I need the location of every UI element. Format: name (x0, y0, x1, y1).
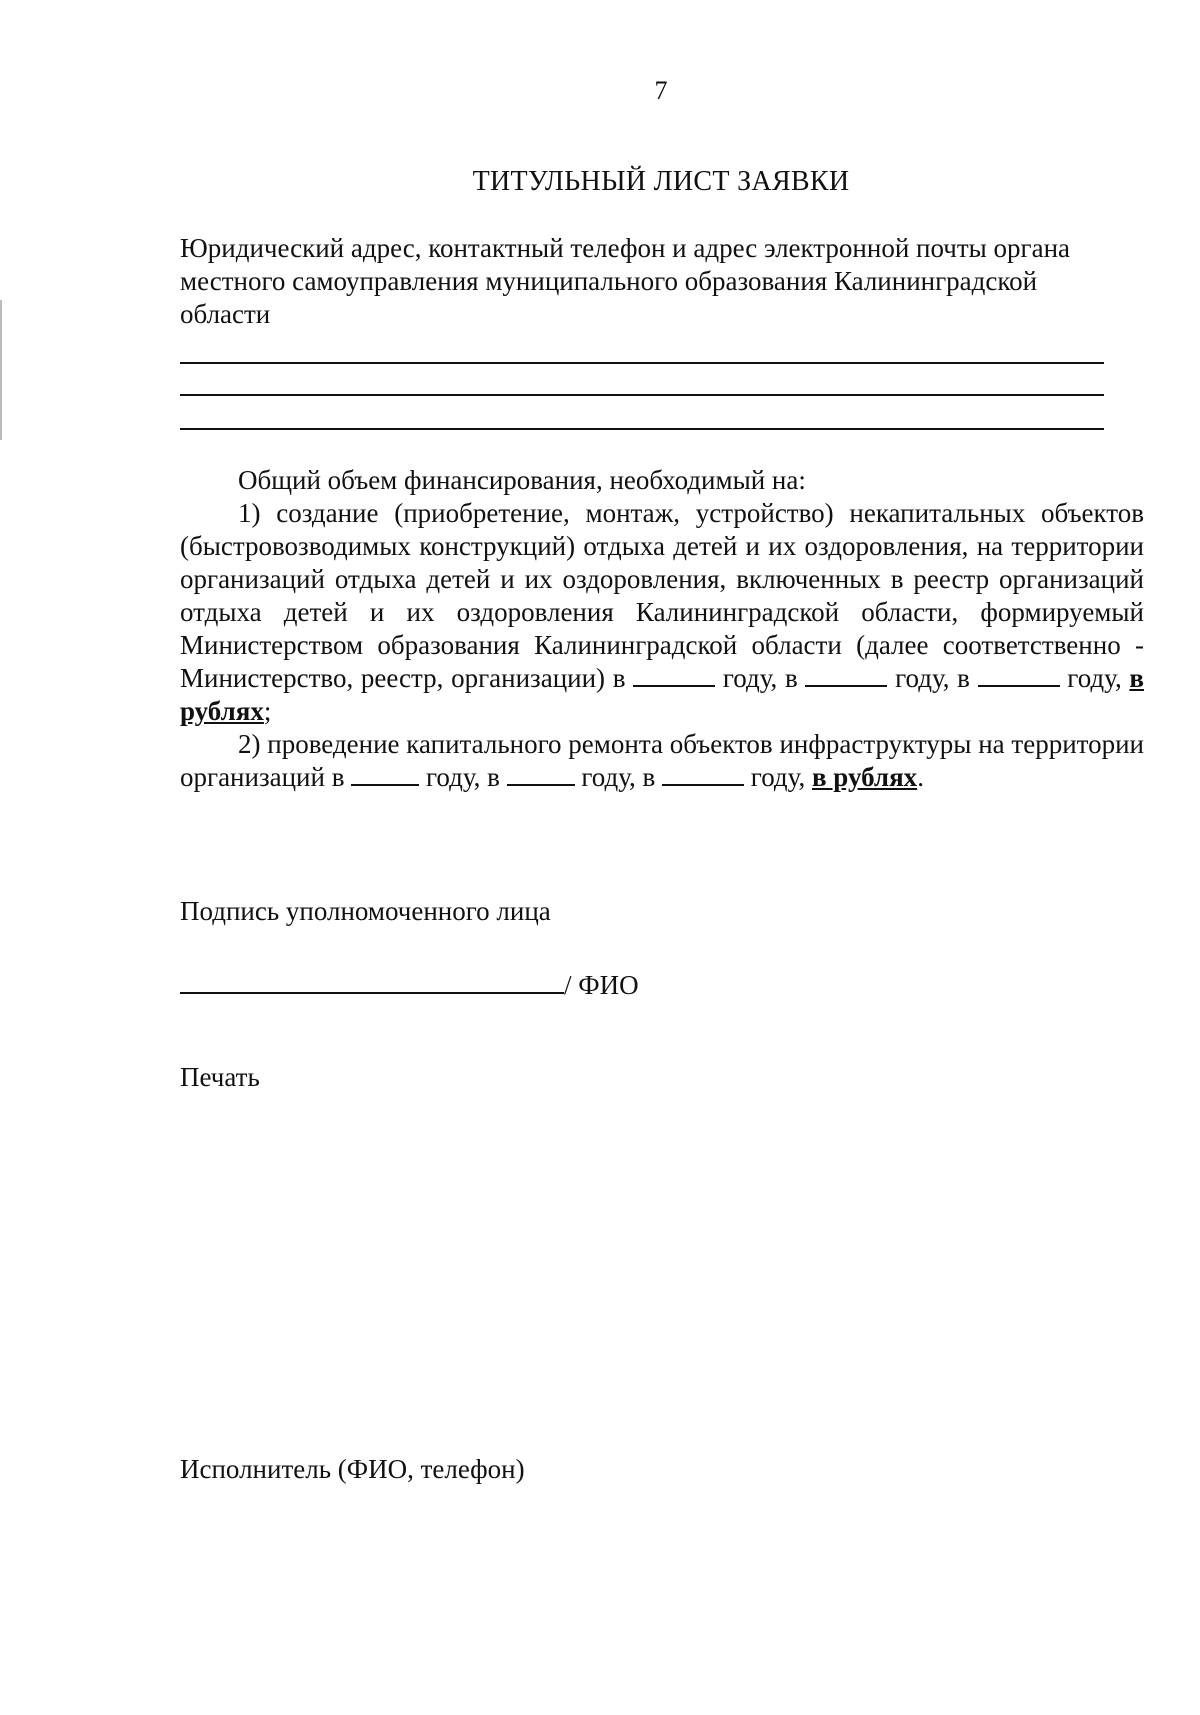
page-number: 7 (654, 76, 668, 105)
financing-intro: Общий объем финансирования, необходимый на: (238, 465, 806, 495)
financing-item-1 (180, 497, 1144, 728)
year-blank-6 (662, 762, 744, 786)
fio-label: / ФИО (564, 970, 639, 1000)
year-word: году, в (722, 663, 798, 693)
punctuation: . (917, 762, 924, 792)
year-blank-4 (351, 762, 419, 786)
year-blank-5 (507, 762, 575, 786)
year-word: году, (750, 762, 806, 792)
address-field-label: Юридический адрес, контактный телефон и адрес электронной почты органа местного самоуправления муниципального образования Калининградской области (180, 233, 1071, 329)
signature-label: Подпись уполномоченного лица (180, 896, 551, 926)
executor-label: Исполнитель (ФИО, телефон) (180, 1454, 525, 1484)
address-blank-line-1 (180, 362, 1104, 364)
year-word: году, (1067, 663, 1122, 693)
year-word: году, в (895, 663, 970, 693)
year-word: году, в (581, 762, 656, 792)
document-title: ТИТУЛЬНЫЙ ЛИСТ ЗАЯВКИ (472, 166, 850, 197)
financing-item-1-text: 1) создание (приобретение, монтаж, устройство) некапитальных объектов (быстровозводимых конструкций) отдыха детей и их оздоровления, на территории организаций отдыха детей и их оздоровления, включенных в реестр организаций отдыха детей и их оздоровления Калининградской области, формируемый Министерством образования Калининградской области (далее соответственно - Министерство, реестр, организации) в (180, 498, 1144, 693)
address-blank-line-3 (180, 428, 1104, 430)
stamp-label: Печать (180, 1062, 260, 1092)
year-blank-3 (978, 663, 1060, 687)
scan-margin-mark (0, 300, 2, 440)
year-blank-2 (805, 663, 887, 687)
signature-blank (180, 970, 564, 994)
year-word: году, в (425, 762, 500, 792)
financing-section (180, 464, 1144, 794)
signature-line (180, 970, 639, 1001)
financing-item-2 (180, 728, 1144, 794)
address-blank-line-2 (180, 394, 1104, 396)
currency-label: в рублях (811, 762, 918, 792)
punctuation: ; (263, 696, 272, 726)
currency-label: в рублях (180, 663, 1144, 726)
financing-item-2-text: 2) проведение капитального ремонта объектов инфраструктуры на территории организаций в (180, 729, 1144, 792)
year-blank-1 (633, 663, 715, 687)
